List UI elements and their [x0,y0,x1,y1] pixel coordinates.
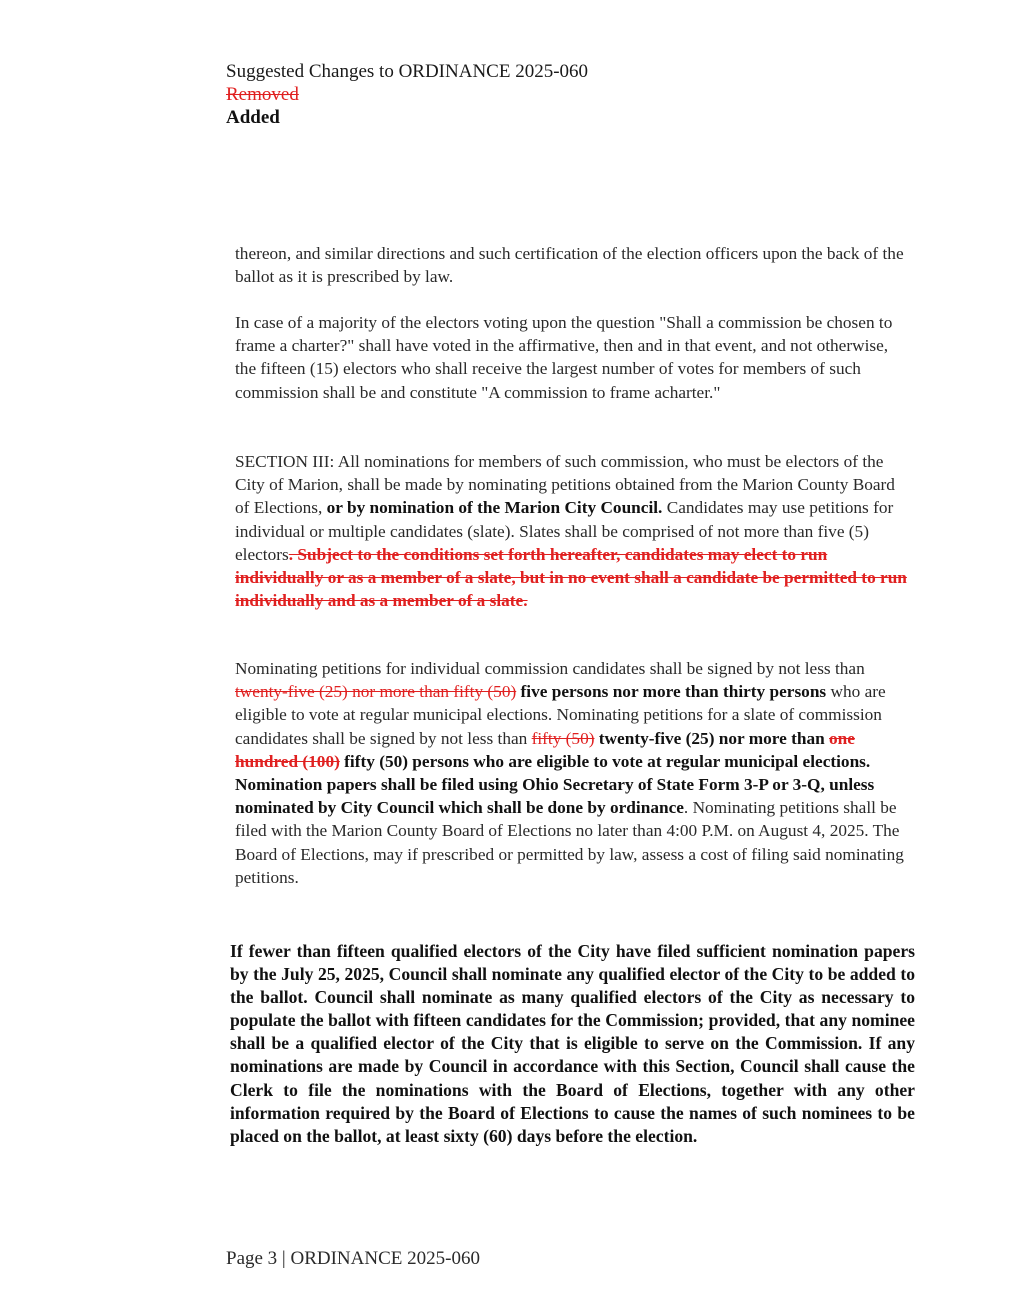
paragraph-ballot-certification: thereon, and similar directions and such certification of the election officers upon the back of the ballot as it is prescribed by law. [235,244,904,287]
petitions-text: Nominating petitions for individual commission candidates shall be signed by not less than [235,659,865,678]
legend-removed: Removed [226,84,299,105]
paragraph-nominating-petitions [235,657,907,889]
paragraph-council-nomination: If fewer than fifteen qualified electors of the City have filed sufficient nomination papers by the July 25, 2025, Council shall nominate any qualified elector of the City to be added to the ballot. Council shall nominate as many qualified electors of the City as necessary to populate the ballot with fifteen candidates for the Commission; provided, that any nominee shall be a qualified elector of the City that is eligible to serve on the Commission. If any nominations are made by Council in accordance with this Section, Council shall cause the Clerk to file the nominations with the Board of Elections, together with any other information required by the Board of Elections to cause the names of such nominees to be placed on the ballot, at least sixty (60) days before the election. [230,941,915,1146]
removed-text: one hundred (100) [235,728,855,771]
added-text: five persons nor more than thirty persons [516,682,827,702]
added-text: fifty (50) persons who are eligible to vote at regular municipal elections. Nomination papers shall be filed using Ohio Secretary of State Form 3-P or 3-Q, unless nominated by City Council which shall be done by ordinance [235,751,875,818]
section-iii-text: SECTION III: All nominations for members of such commission, who must be electors of the City of Marion, shall be made by nominating petitions obtained from the Marion County Board of Elections, [235,452,895,518]
legend-added: Added [226,107,280,128]
document-header [226,60,588,129]
added-text: or by nomination of the Marion City Council. [322,498,663,518]
petitions-text: who are eligible to vote at regular municipal elections. Nominating petitions for a slate of commission candidates shall be signed by not less than [235,682,886,748]
section-iii-text: Candidates may use petitions for individual or multiple candidates (slate). Slates shall be comprised of not more than five (5) electors [235,498,894,564]
removed-text: . Subject to the conditions set forth hereafter, candidates may elect to run individually or as a member of a slate, but in no event shall a candidate be permitted to run individually and as a member of a slate. [235,544,907,611]
document-title: Suggested Changes to ORDINANCE 2025-060 [226,61,589,82]
removed-text: twenty-five (25) nor more than fifty (50) [235,682,517,702]
added-text: twenty-five (25) nor more than [594,728,830,748]
section-iii-paragraph [235,450,907,612]
removed-text: fifty (50) [531,728,595,748]
page-footer: Page 3 | ORDINANCE 2025-060 [226,1248,480,1269]
paragraph-majority-vote: In case of a majority of the electors voting upon the question "Shall a commission be chosen to frame a charter?" shall have voted in the affirmative, then and in that event, and not otherwise, the fifteen (15) electors who shall receive the largest number of votes for members of such commission shall be and constitute "A commission to frame acharter." [235,313,893,402]
petitions-text: . Nominating petitions shall be filed with the Marion County Board of Elections no later than 4:00 P.M. on August 4, 2025. The Board of Elections, may if prescribed or permitted by law, assess a cost of filing said nominating petitions. [235,798,904,887]
